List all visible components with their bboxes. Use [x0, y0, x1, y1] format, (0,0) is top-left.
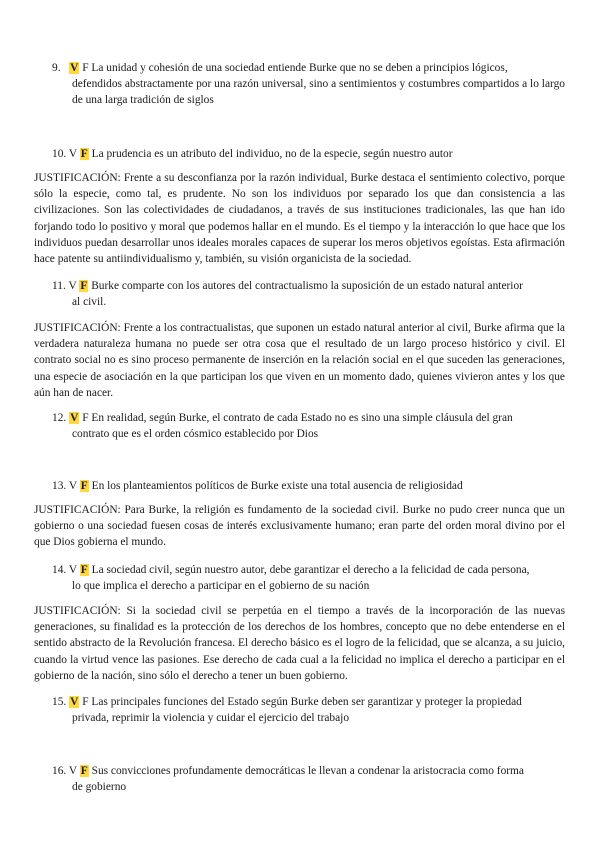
question-text: La sociedad civil, según nuestro autor, debe garantizar el derecho a la felicidad de cada persona,	[91, 564, 530, 576]
question-number: 9.	[52, 62, 61, 74]
answer-f-highlighted: F	[80, 148, 88, 160]
question-number: 11.	[52, 280, 66, 292]
justification-10: JUSTIFICACIÓN: Frente a su desconfianza por la razón individual, Burke destaca el sentimiento colectivo, porque sólo la especie, como tal, es prudente. No son los individuos por separado los que dan consistencia a las civilizaciones. Son las colectividades de ciudadanos, a través de sus instituciones tradicionales, las que han ido forjando todo lo positivo y moral que podemos hallar en el mundo. Es el tiempo y la interacción lo que hace que los individuos puedan desarrollar unos ideales morales capaces de superar los meros objetivos egoístas. Esta afirmación hace patente su antiindividualismo y, también, su visión organicista de la sociedad.	[34, 172, 565, 266]
question-text: La prudencia es un atributo del individuo, no de la especie, según nuestro autor	[91, 148, 453, 160]
answer-v: V	[68, 480, 77, 492]
question-11	[52, 278, 565, 310]
question-9	[52, 60, 565, 109]
question-number: 14.	[52, 564, 67, 576]
question-text: Burke comparte con los autores del contractualismo la suposición de un estado natural anterior	[91, 280, 523, 292]
question-text-continued: de gobierno	[72, 781, 127, 794]
justification-11: JUSTIFICACIÓN: Frente a los contractualistas, que suponen un estado natural anterior al civil, Burke afirma que la verdadera naturaleza humana no puede ser otra cosa que el resultado de un largo proceso histórico y civil. El contrato social no es sino proceso permanente de inserción en la relación social en el que suceden las generaciones, una especie de asociación en la que participan los que viven en un momento dado, quienes vivieron antes y los que aún han de nacer.	[34, 322, 565, 399]
question-number: 12.	[52, 412, 67, 424]
answer-v-highlighted: V	[70, 62, 79, 74]
question-16	[52, 763, 565, 795]
question-12	[52, 410, 565, 442]
answer-v-highlighted: V	[70, 696, 79, 708]
question-10	[52, 146, 565, 162]
question-text-continued: contrato que es el orden cósmico establecido por Dios	[72, 428, 319, 441]
answer-v: V	[68, 765, 77, 777]
answer-v-highlighted: V	[70, 412, 79, 424]
question-15	[52, 694, 565, 726]
answer-v: V	[68, 280, 77, 292]
justification-13: JUSTIFICACIÓN: Para Burke, la religión es fundamento de la sociedad civil. Burke no pudo creer nunca que un gobierno o una sociedad fuesen cosas de interés exclusivamente humano; eran parte del orden moral divino por el que Dios gobierna el mundo.	[34, 504, 565, 549]
question-14	[52, 562, 565, 594]
question-text: Las principales funciones del Estado según Burke deben ser garantizar y proteger la propiedad	[91, 696, 522, 708]
question-number: 15.	[52, 696, 67, 708]
question-text: La unidad y cohesión de una sociedad entiende Burke que no se deben a principios lógicos,	[91, 62, 508, 74]
question-number: 16.	[52, 765, 67, 777]
answer-f-highlighted: F	[80, 765, 88, 777]
answer-f: F	[82, 412, 89, 424]
answer-v: V	[68, 148, 77, 160]
question-text: En los planteamientos políticos de Burke existe una total ausencia de religiosidad	[91, 480, 463, 492]
answer-v: V	[68, 564, 77, 576]
question-text-continued: lo que implica el derecho a participar en el gobierno de su nación	[72, 580, 370, 593]
answer-f: F	[82, 62, 89, 74]
question-text: En realidad, según Burke, el contrato de cada Estado no es sino una simple cláusula del gran	[91, 412, 513, 424]
answer-f-highlighted: F	[80, 280, 88, 292]
justification-14: JUSTIFICACIÓN: Si la sociedad civil se perpetúa en el tiempo a través de la incorporación de las nuevas generaciones, su finalidad es la protección de los derechos de los hombres, concepto que no debe entenderse en el sentido abstracto de la Revolución francesa. El derecho básico es el logro de la felicidad, que se alcanza, a su juicio, cuando la virtud vence las pasiones. Ese derecho de cada cual a la felicidad no implica el derecho a participar en el gobierno de la nación, sino sólo el derecho a tener un buen gobierno.	[34, 605, 565, 682]
question-text-continued: defendidos abstractamente por una razón universal, sino a sentimientos y costumbres compartidos a lo largo de una larga tradición de siglos	[72, 78, 565, 107]
question-text-continued: privada, reprimir la violencia y cuidar el ejercicio del trabajo	[72, 712, 350, 725]
question-text: Sus convicciones profundamente democráticas le llevan a condenar la aristocracia como forma	[91, 765, 524, 777]
question-text-continued: al civil.	[72, 296, 107, 309]
answer-f: F	[82, 696, 89, 708]
answer-f-highlighted: F	[80, 480, 88, 492]
question-number: 10.	[52, 148, 67, 160]
question-13	[52, 478, 565, 494]
question-number: 13.	[52, 480, 67, 492]
answer-f-highlighted: F	[80, 564, 88, 576]
